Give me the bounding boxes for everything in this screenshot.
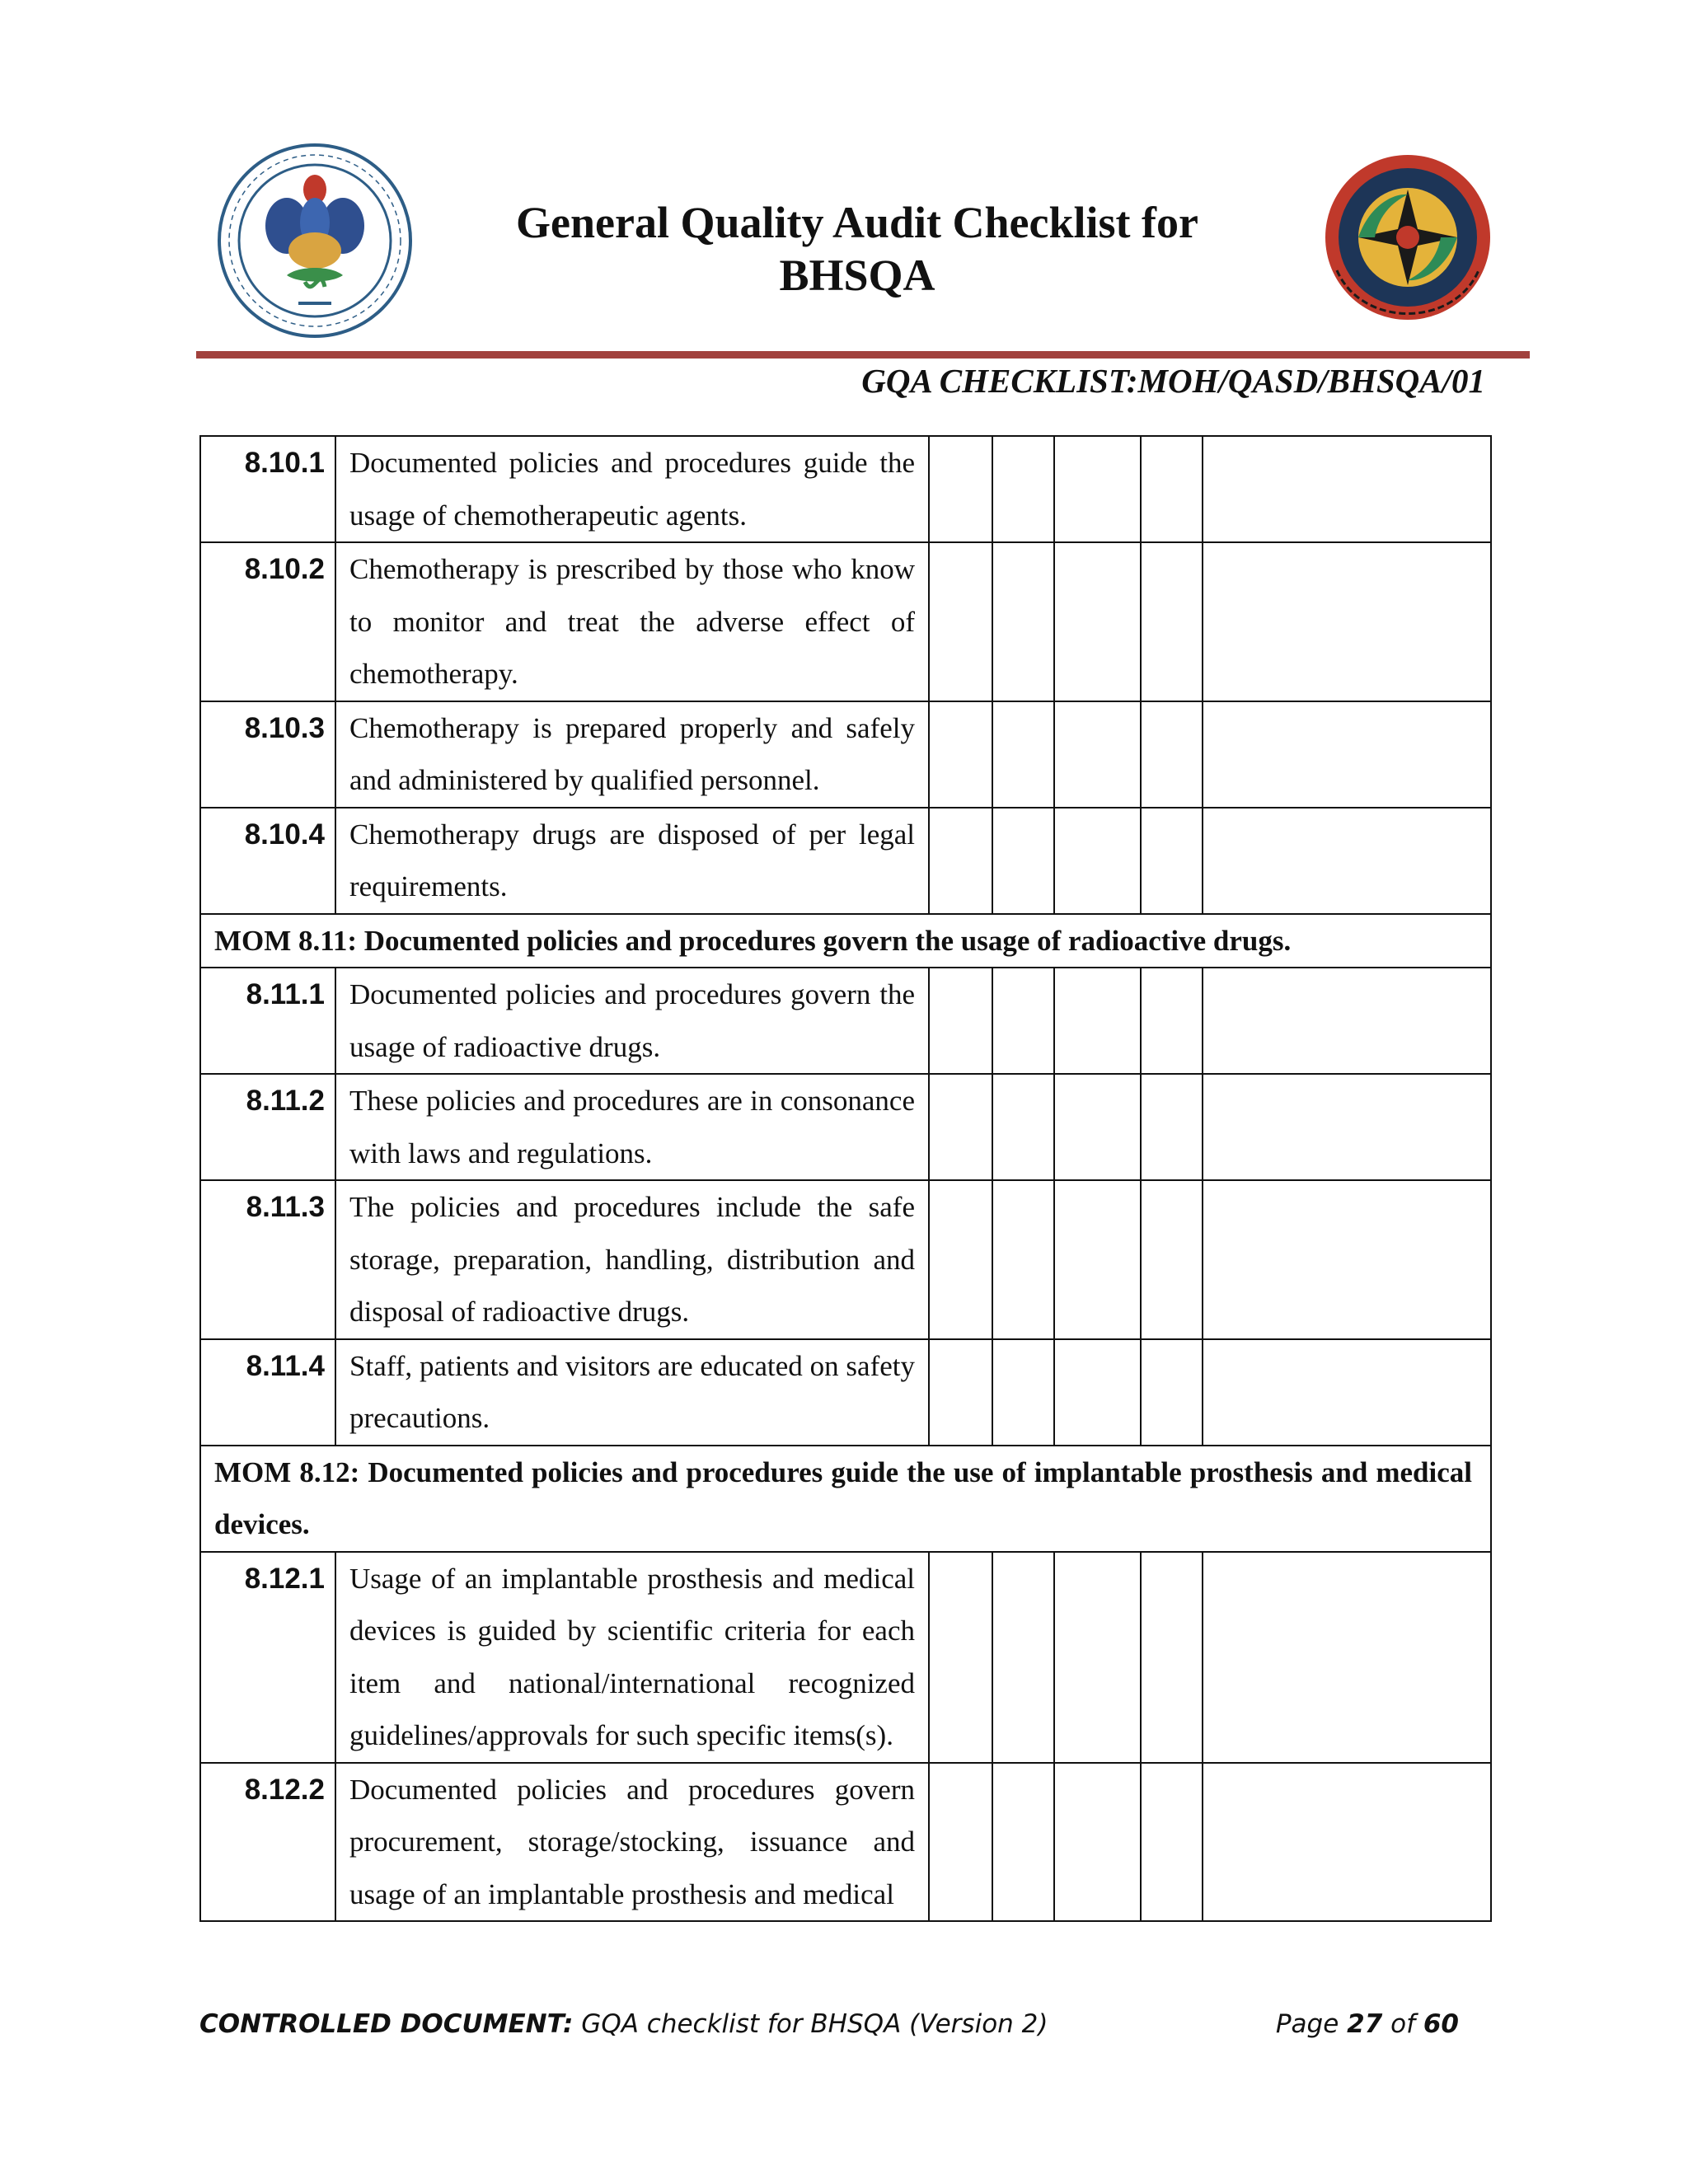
item-number: 8.10.3 — [200, 701, 335, 808]
rating-cell[interactable] — [1054, 968, 1141, 1074]
royal-emblem-icon — [1312, 147, 1503, 338]
rating-cell[interactable] — [1054, 1180, 1141, 1339]
remarks-cell[interactable] — [1203, 542, 1491, 701]
remarks-cell[interactable] — [1203, 1074, 1491, 1180]
table-row — [200, 1552, 1491, 1763]
item-text: Usage of an implantable prosthesis and medical devices is guided by scientific criteria for each item and national/international recognized guidelines/approvals for such specific items(s). — [335, 1552, 929, 1763]
page-number — [1276, 2004, 1459, 2044]
page-prefix: Page — [1275, 2009, 1348, 2039]
rating-cell[interactable] — [1141, 701, 1203, 808]
title-line-1: General Quality Audit Checklist for — [516, 198, 1198, 247]
rating-cell[interactable] — [1141, 1763, 1203, 1922]
rating-cell[interactable] — [1141, 542, 1203, 701]
table-row — [200, 1180, 1491, 1339]
rating-cell[interactable] — [929, 542, 992, 701]
remarks-cell[interactable] — [1203, 1552, 1491, 1763]
item-number: 8.11.2 — [200, 1074, 335, 1180]
section-row — [200, 914, 1491, 968]
item-text: Chemotherapy is prescribed by those who know to monitor and treat the adverse effect of chemotherapy. — [335, 542, 929, 701]
table-row — [200, 1339, 1491, 1446]
rating-cell[interactable] — [929, 1339, 992, 1446]
remarks-cell[interactable] — [1203, 808, 1491, 914]
rating-cell[interactable] — [1141, 808, 1203, 914]
rating-cell[interactable] — [1141, 1074, 1203, 1180]
footer-document-note — [199, 2004, 1048, 2044]
rating-cell[interactable] — [992, 701, 1054, 808]
checklist-table — [199, 435, 1492, 1922]
rating-cell[interactable] — [929, 808, 992, 914]
table-row — [200, 808, 1491, 914]
rating-cell[interactable] — [929, 1180, 992, 1339]
item-number: 8.10.4 — [200, 808, 335, 914]
rating-cell[interactable] — [1054, 1763, 1141, 1922]
table-row — [200, 968, 1491, 1074]
rating-cell[interactable] — [1141, 436, 1203, 542]
rating-cell[interactable] — [992, 1552, 1054, 1763]
rating-cell[interactable] — [929, 968, 992, 1074]
item-text: Documented policies and procedures guide the usage of chemotherapeutic agents. — [335, 436, 929, 542]
item-number: 8.11.1 — [200, 968, 335, 1074]
footer-text: GQA checklist for BHSQA (Version 2) — [573, 2009, 1048, 2039]
rating-cell[interactable] — [1054, 701, 1141, 808]
item-number: 8.11.4 — [200, 1339, 335, 1446]
rating-cell[interactable] — [992, 542, 1054, 701]
item-number: 8.12.2 — [200, 1763, 335, 1922]
item-number: 8.10.1 — [200, 436, 335, 542]
rating-cell[interactable] — [992, 1339, 1054, 1446]
rating-cell[interactable] — [929, 436, 992, 542]
rating-cell[interactable] — [929, 1552, 992, 1763]
table-row — [200, 436, 1491, 542]
rating-cell[interactable] — [1054, 808, 1141, 914]
rating-cell[interactable] — [1141, 1339, 1203, 1446]
rating-cell[interactable] — [1141, 968, 1203, 1074]
rating-cell[interactable] — [1054, 542, 1141, 701]
item-text: These policies and procedures are in consonance with laws and regulations. — [335, 1074, 929, 1180]
remarks-cell[interactable] — [1203, 1339, 1491, 1446]
remarks-cell[interactable] — [1203, 701, 1491, 808]
page-of: of — [1382, 2009, 1423, 2039]
item-text: Documented policies and procedures govern the usage of radioactive drugs. — [335, 968, 929, 1074]
rating-cell[interactable] — [992, 1763, 1054, 1922]
rating-cell[interactable] — [1054, 1074, 1141, 1180]
item-number: 8.12.1 — [200, 1552, 335, 1763]
rating-cell[interactable] — [992, 968, 1054, 1074]
rating-cell[interactable] — [1054, 436, 1141, 542]
section-row — [200, 1446, 1491, 1552]
item-text: Chemotherapy is prepared properly and safely and administered by qualified personnel. — [335, 701, 929, 808]
rating-cell[interactable] — [1141, 1552, 1203, 1763]
item-text: The policies and procedures include the safe storage, preparation, handling, distribution and disposal of radioactive drugs. — [335, 1180, 929, 1339]
item-text: Staff, patients and visitors are educated on safety precautions. — [335, 1339, 929, 1446]
table-row — [200, 1763, 1491, 1922]
footer-label: CONTROLLED DOCUMENT: — [199, 2009, 574, 2039]
rating-cell[interactable] — [1054, 1552, 1141, 1763]
title-line-2: BHSQA — [779, 251, 935, 300]
royal-emblem-logo — [1312, 147, 1503, 338]
remarks-cell[interactable] — [1203, 1763, 1491, 1922]
item-text: Documented policies and procedures govern procurement, storage/stocking, issuance and usage of an implantable prosthesis and medical — [335, 1763, 929, 1922]
rating-cell[interactable] — [1141, 1180, 1203, 1339]
remarks-cell[interactable] — [1203, 1180, 1491, 1339]
rating-cell[interactable] — [929, 1763, 992, 1922]
ministry-of-health-logo — [216, 142, 414, 340]
document-code: GQA CHECKLIST:MOH/QASD/BHSQA/01 — [861, 362, 1485, 400]
document-title — [445, 196, 1269, 302]
ministry-seal-icon — [216, 142, 414, 340]
rating-cell[interactable] — [992, 436, 1054, 542]
rating-cell[interactable] — [1054, 1339, 1141, 1446]
remarks-cell[interactable] — [1203, 968, 1491, 1074]
rating-cell[interactable] — [929, 701, 992, 808]
rating-cell[interactable] — [992, 808, 1054, 914]
rating-cell[interactable] — [992, 1180, 1054, 1339]
item-number: 8.11.3 — [200, 1180, 335, 1339]
table-row — [200, 542, 1491, 701]
page-current: 27 — [1347, 2009, 1383, 2039]
section-heading: MOM 8.11: Documented policies and procedures govern the usage of radioactive drugs. — [200, 914, 1491, 968]
remarks-cell[interactable] — [1203, 436, 1491, 542]
rating-cell[interactable] — [929, 1074, 992, 1180]
table-row — [200, 701, 1491, 808]
item-text: Chemotherapy drugs are disposed of per legal requirements. — [335, 808, 929, 914]
rating-cell[interactable] — [992, 1074, 1054, 1180]
page-total: 60 — [1423, 2009, 1459, 2039]
section-heading: MOM 8.12: Documented policies and procedures guide the use of implantable prosthesis and medical devices. — [200, 1446, 1491, 1552]
item-number: 8.10.2 — [200, 542, 335, 701]
table-row — [200, 1074, 1491, 1180]
